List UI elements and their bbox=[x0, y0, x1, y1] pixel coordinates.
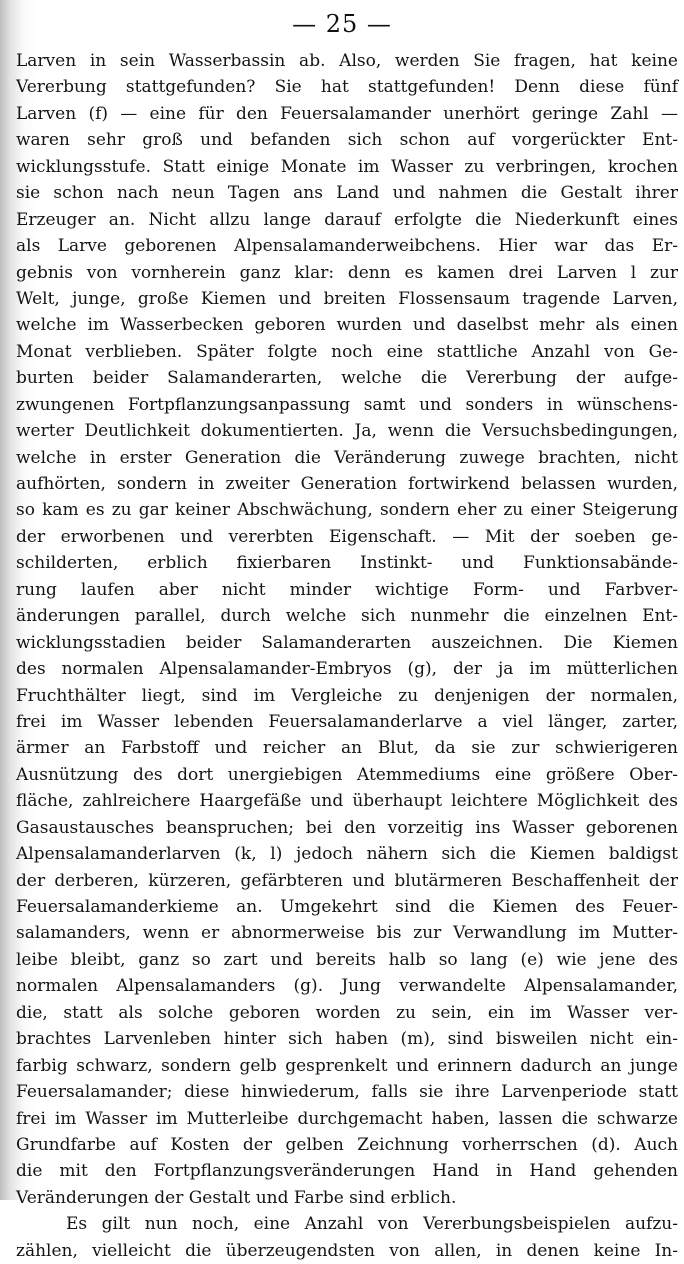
text-line-36: normalen Alpensalamanders (g). Jung verwandelte Alpensalamander, bbox=[16, 976, 678, 997]
body-text bbox=[16, 48, 678, 1264]
text-line-28: Ausnützung des dort unergiebigen Atemmediums eine größere Ober- bbox=[16, 764, 678, 785]
text-line-16: welche in erster Generation die Veränderung zuwege brachten, nicht bbox=[16, 447, 678, 468]
text-line-4: waren sehr groß und befanden sich schon auf vorgerückter Ent- bbox=[16, 130, 678, 151]
text-line-33: Feuersalamanderkieme an. Umgekehrt sind die Kiemen des Feuer- bbox=[16, 897, 678, 917]
text-line-6: sie schon nach neun Tagen ans Land und nahmen die Gestalt ihrer bbox=[16, 183, 678, 204]
text-line-5: wicklungsstufe. Statt einige Monate im Wasser zu verbringen, krochen bbox=[16, 156, 678, 177]
text-line-13: burten beider Salamanderarten, welche die Vererbung der aufge- bbox=[16, 368, 678, 389]
text-line-32: der derberen, kürzeren, gefärbteren und blutärmeren Beschaffenheit der bbox=[16, 870, 678, 891]
text-line-37: die, statt als solche geboren worden zu sein, ein im Wasser ver- bbox=[16, 1002, 678, 1023]
text-line-14: zwungenen Fortpflanzungsanpassung samt und sonders in wünschens- bbox=[16, 394, 678, 415]
text-line-2: Vererbung stattgefunden? Sie hat stattgefunden! Denn diese fünf bbox=[16, 77, 678, 98]
text-line-39: farbig schwarz, sondern gelb gesprenkelt und erinnern dadurch an junge bbox=[16, 1055, 678, 1076]
text-line-35: leibe bleibt, ganz so zart und bereits halb so lang (e) wie jene des bbox=[16, 949, 678, 970]
text-line-15: werter Deutlichkeit dokumentierten. Ja, wenn die Versuchsbedingungen, bbox=[16, 421, 678, 442]
text-line-18: so kam es zu gar keiner Abschwächung, sondern eher zu einer Steigerung bbox=[16, 500, 678, 521]
text-line-40: Feuersalamander; diese hinwiederum, falls sie ihre Larvenperiode statt bbox=[16, 1082, 678, 1103]
text-line-41: frei im Wasser im Mutterleibe durchgemacht haben, lassen die schwarze bbox=[16, 1108, 678, 1129]
text-line-45: Es gilt nun noch, eine Anzahl von Vererbungsbeispielen aufzu- bbox=[66, 1214, 678, 1235]
text-line-9: gebnis von vornherein ganz klar: denn es kamen drei Larven l zur bbox=[16, 262, 678, 283]
text-line-12: Monat verblieben. Später folgte noch eine stattliche Anzahl von Ge- bbox=[16, 341, 678, 362]
text-line-10: Welt, junge, große Kiemen und breiten Flossensaum tragende Larven, bbox=[16, 288, 678, 309]
text-line-25: Fruchthälter liegt, sind im Vergleiche zu denjenigen der normalen, bbox=[16, 685, 678, 706]
text-line-44: Veränderungen der Gestalt und Farbe sind erblich. bbox=[16, 1187, 457, 1208]
text-line-30: Gasaustausches beanspruchen; bei den vorzeitig ins Wasser geborenen bbox=[16, 817, 678, 838]
text-line-23: wicklungsstadien beider Salamanderarten auszeichnen. Die Kiemen bbox=[16, 632, 678, 653]
text-line-20: schilderten, erblich fixierbaren Instinkt- und Funktionsabände- bbox=[16, 553, 678, 574]
text-line-27: ärmer an Farbstoff und reicher an Blut, da sie zur schwierigeren bbox=[16, 738, 678, 759]
text-line-38: brachtes Larvenleben hinter sich haben (m), sind bisweilen nicht ein- bbox=[16, 1029, 678, 1050]
page-number: — 25 — bbox=[292, 10, 392, 38]
text-line-7: Erzeuger an. Nicht allzu lange darauf erfolgte die Niederkunft eines bbox=[16, 209, 678, 230]
text-line-21: rung laufen aber nicht minder wichtige Form- und Farbver- bbox=[16, 579, 678, 600]
text-line-31: Alpensalamanderlarven (k, l) jedoch nähern sich die Kiemen baldigst bbox=[16, 844, 678, 865]
text-line-26: frei im Wasser lebenden Feuersalamanderlarve a viel länger, zarter, bbox=[16, 711, 678, 732]
text-line-19: der erworbenen und vererbten Eigenschaft. — Mit der soeben ge- bbox=[16, 526, 678, 547]
text-line-46: zählen, vielleicht die überzeugendsten von allen, in denen keine In- bbox=[16, 1240, 678, 1261]
text-line-17: aufhörten, sondern in zweiter Generation fortwirkend belassen wurden, bbox=[16, 474, 678, 494]
text-line-11: welche im Wasserbecken geboren wurden und daselbst mehr als einen bbox=[16, 315, 678, 336]
text-line-22: änderungen parallel, durch welche sich nunmehr die einzelnen Ent- bbox=[16, 606, 678, 627]
text-line-43: die mit den Fortpflanzungsveränderungen Hand in Hand gehenden bbox=[16, 1161, 678, 1182]
text-line-24: des normalen Alpensalamander-Embryos (g), der ja im mütterlichen bbox=[16, 659, 678, 680]
text-line-29: fläche, zahlreichere Haargefäße und überhaupt leichtere Möglichkeit des bbox=[16, 791, 678, 812]
text-line-42: Grundfarbe auf Kosten der gelben Zeichnung vorherrschen (d). Auch bbox=[16, 1134, 678, 1155]
text-line-8: als Larve geborenen Alpensalamanderweibchens. Hier war das Er- bbox=[16, 236, 678, 257]
text-line-1: Larven in sein Wasserbassin ab. Also, werden Sie fragen, hat keine bbox=[16, 51, 678, 71]
text-line-3: Larven (f) — eine für den Feuersalamander unerhört geringe Zahl — bbox=[16, 103, 678, 124]
text-line-34: salamanders, wenn er abnormerweise bis zur Verwandlung im Mutter- bbox=[16, 923, 678, 944]
